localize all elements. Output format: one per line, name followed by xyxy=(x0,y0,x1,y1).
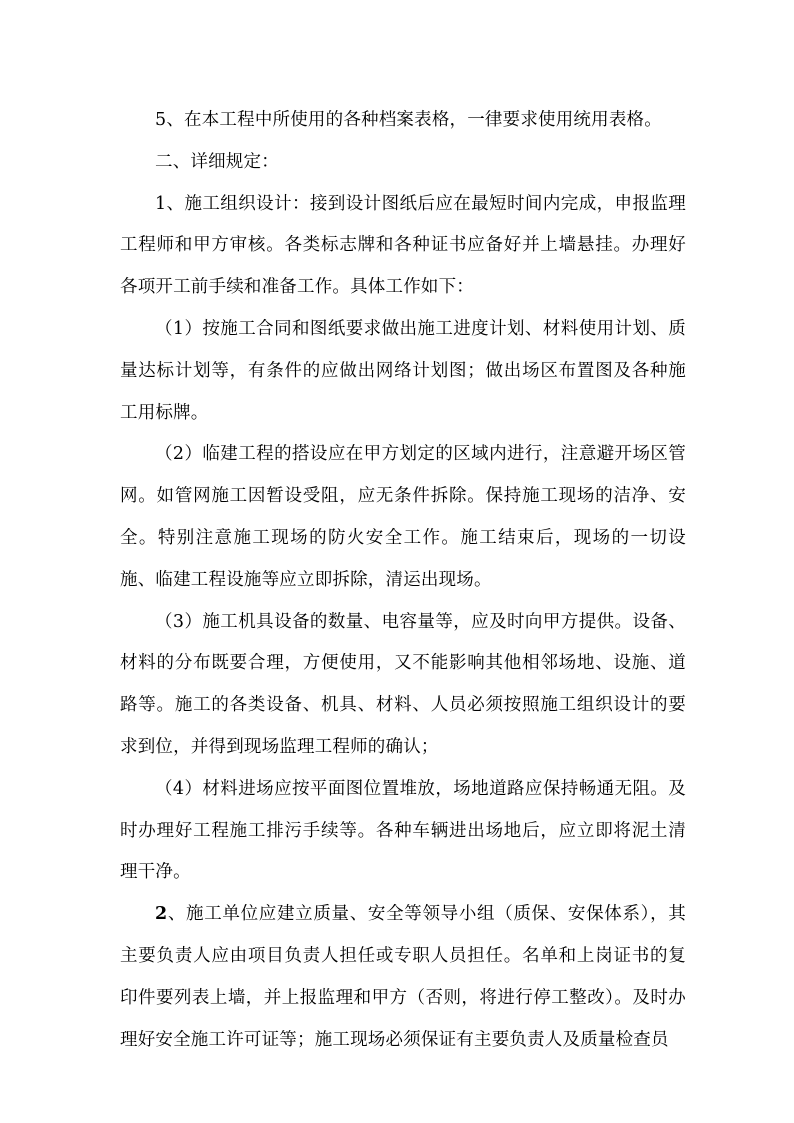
paragraph-text: 1、施工组织设计：接到设计图纸后应在最短时间内完成，申报监理工程师和甲方审核。各类标志牌和各种证书应备好并上墙悬挂。办理好各项开工前手续和准备工作。具体工作如下： xyxy=(120,193,686,298)
paragraph-text: 、施工单位应建立质量、安全等领导小组（质保、安保体系），其主要负责人应由项目负责人担任或专职人员担任。名单和上岗证书的复印件要列表上墙，并上报监理和甲方（否则，将进行停工整改）。及时办理好安全施工许可证等；施工现场必须保证有主要负责人及质量检查员 xyxy=(120,904,686,1050)
paragraph-3 xyxy=(120,184,686,309)
paragraph-text: （4）材料进场应按平面图位置堆放，场地道路应保持畅通无阻。及时办理好工程施工排污手续等。各种车辆进出场地后，应立即将泥土清理干净。 xyxy=(120,778,686,883)
paragraph-text: （1）按施工合同和图纸要求做出施工进度计划、材料使用计划、质量达标计划等，有条件的应做出网络计划图；做出场区布置图及各种施工用标牌。 xyxy=(120,318,686,423)
paragraph-text: （3）施工机具设备的数量、电容量等，应及时向甲方提供。设备、材料的分布既要合理，方便使用，又不能影响其他相邻场地、设施、道路等。施工的各类设备、机具、材料、人员必须按照施工组织设计的要求到位，并得到现场监理工程师的确认； xyxy=(120,611,686,757)
section-heading xyxy=(120,142,686,184)
paragraph-number: 2 xyxy=(155,904,168,925)
paragraph-1 xyxy=(120,100,686,142)
paragraph-8 xyxy=(120,894,686,1061)
paragraph-5 xyxy=(120,434,686,601)
document-body xyxy=(120,100,686,1061)
paragraph-text: （2）临建工程的搭设应在甲方划定的区域内进行，注意避开场区管网。如管网施工因暂设受阻，应无条件拆除。保持施工现场的洁净、安全。特别注意施工现场的防火安全工作。施工结束后，现场的一切设施、临建工程设施等应立即拆除，清运出现场。 xyxy=(120,444,686,590)
paragraph-4 xyxy=(120,309,686,434)
section-heading-text: 二、详细规定： xyxy=(155,151,279,172)
paragraph-7 xyxy=(120,769,686,894)
paragraph-6 xyxy=(120,602,686,769)
paragraph-text: 5、在本工程中所使用的各种档案表格，一律要求使用统用表格。 xyxy=(155,110,662,130)
